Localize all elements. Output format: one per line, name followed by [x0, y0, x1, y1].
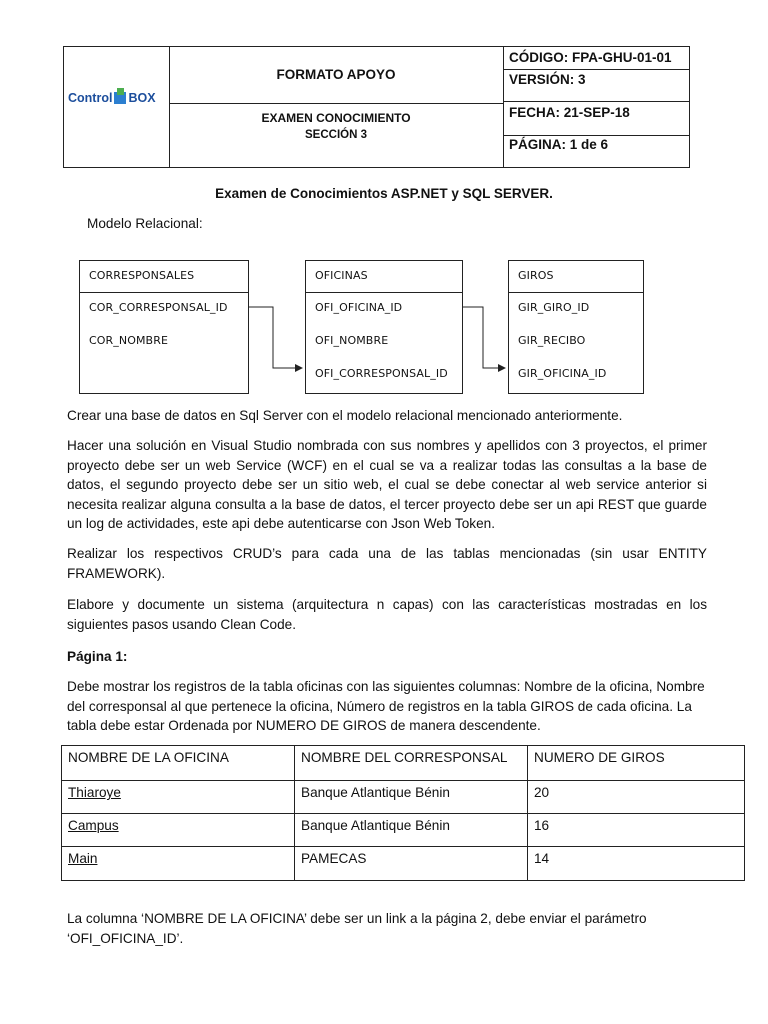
column-header: NUMERO DE GIROS	[528, 746, 745, 781]
exam-section: SECCIÓN 3	[305, 129, 367, 141]
company-logo: Control BOX	[68, 91, 156, 105]
entity-field: OFI_NOMBRE	[315, 334, 389, 347]
table-row	[62, 847, 745, 881]
doc-code: CÓDIGO: FPA-GHU-01-01	[509, 50, 672, 65]
table-header-row	[62, 746, 745, 781]
paragraph: Hacer una solución en Visual Studio nombrada con sus nombres y apellidos con 3 proyectos, el primer proyecto debe ser un web Service (WCF) en el cual se va a realizar todas las consultas a la base de datos, el segundo proyecto debe ser un sitio web, el cual se debe conectar al web service anterior si necesita realizar alguna consulta a la base de datos, el tercer proyecto debe ser un api REST que guarde un log de actividades, este api debe autenticarse con Json Web Token.	[67, 438, 707, 531]
relation-arrow	[249, 307, 302, 368]
table-row	[62, 781, 745, 814]
table-cell: Banque Atlantique Bénin	[295, 781, 528, 814]
table-cell: 20	[528, 781, 745, 814]
table-cell: 14	[528, 847, 745, 881]
model-label: Modelo Relacional:	[87, 216, 203, 231]
column-header: NOMBRE DEL CORRESPONSAL	[295, 746, 528, 781]
paragraph: Debe mostrar los registros de la tabla oficinas con las siguientes columnas: Nombre de la oficina, Nombre del corresponsal al que pertenece la oficina, Número de registros en la tabla GIROS de cada oficina. La tabla debe estar Ordenada por NUMERO DE GIROS de manera descendente.	[67, 679, 705, 733]
column-header: NOMBRE DE LA OFICINA	[62, 746, 295, 781]
entity-field: OFI_OFICINA_ID	[315, 301, 403, 314]
entity-field: COR_CORRESPONSAL_ID	[89, 301, 228, 314]
relation-arrows	[0, 0, 768, 420]
table-cell: 16	[528, 814, 745, 847]
section-heading: Página 1:	[67, 649, 128, 664]
footer-note: La columna ‘NOMBRE DE LA OFICINA’ debe ser un link a la página 2, debe enviar el parámetro ‘OFI_OFICINA_ID’.	[67, 911, 647, 946]
doc-page: PÁGINA: 1 de 6	[509, 137, 609, 152]
entity-name: CORRESPONSALES	[89, 269, 195, 282]
table-row	[62, 814, 745, 847]
entity-field: GIR_GIRO_ID	[518, 301, 590, 314]
table-cell: Banque Atlantique Bénin	[295, 814, 528, 847]
paragraph: Crear una base de datos en Sql Server con el modelo relacional mencionado anteriormente.	[67, 408, 623, 423]
oficina-link[interactable]: Thiaroye	[68, 785, 121, 800]
entity-field: GIR_OFICINA_ID	[518, 367, 607, 380]
doc-type: FORMATO APOYO	[276, 67, 396, 82]
oficina-link[interactable]: Campus	[68, 818, 119, 833]
entity-field: GIR_RECIBO	[518, 334, 586, 347]
entity-name: OFICINAS	[315, 269, 368, 282]
entity-field: COR_NOMBRE	[89, 334, 168, 347]
exam-title: EXAMEN CONOCIMIENTO	[261, 111, 411, 125]
paragraph: Realizar los respectivos CRUD’s para cada una de las tablas mencionadas (sin usar ENTITY FRAMEWORK).	[67, 546, 707, 581]
table-cell: PAMECAS	[295, 847, 528, 881]
paragraph: Elabore y documente un sistema (arquitectura n capas) con las características mostradas en los siguientes pasos usando Clean Code.	[67, 597, 707, 632]
oficina-link[interactable]: Main	[68, 851, 98, 866]
entity-field: OFI_CORRESPONSAL_ID	[315, 367, 448, 380]
relation-arrow	[463, 307, 505, 368]
main-title: Examen de Conocimientos ASP.NET y SQL SERVER.	[215, 186, 553, 201]
doc-date: FECHA: 21-SEP-18	[509, 105, 630, 120]
oficinas-table	[61, 745, 745, 881]
doc-version: VERSIÓN: 3	[509, 72, 586, 87]
entity-name: GIROS	[518, 269, 554, 282]
